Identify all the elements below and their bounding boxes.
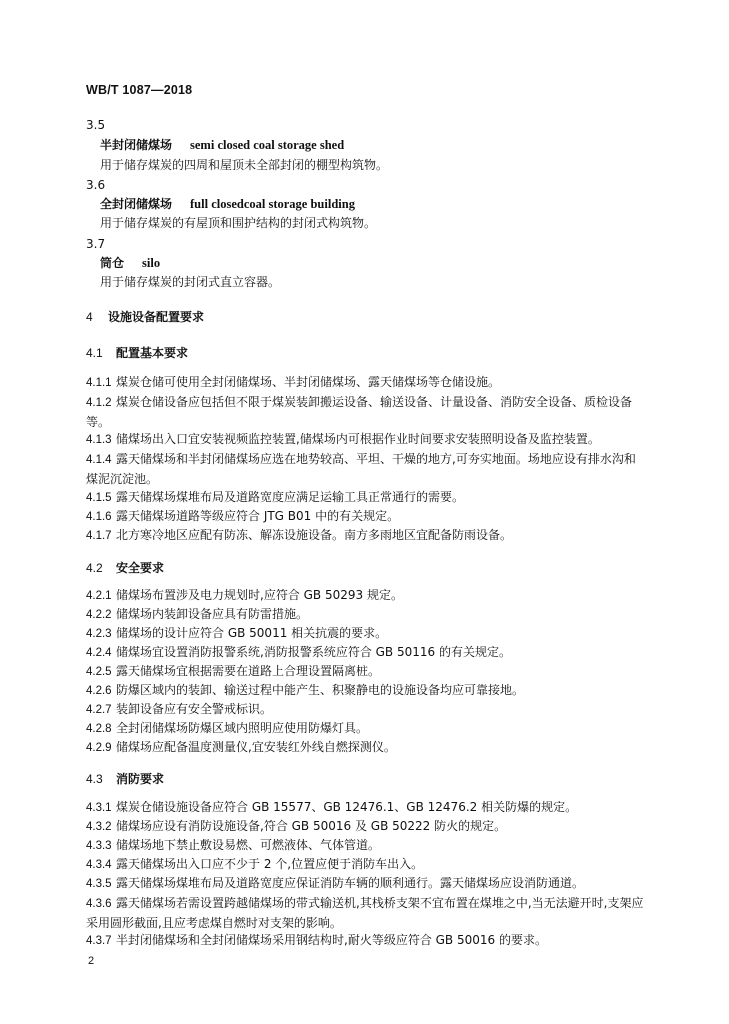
clause-number: 4.2.7	[86, 704, 112, 716]
section-title: 配置基本要求	[116, 346, 189, 360]
clause-number: 4.2.8	[86, 723, 112, 735]
section-heading	[86, 345, 188, 361]
section-title: 安全要求	[116, 561, 165, 575]
term-title	[100, 255, 160, 271]
clause-text: 露天储煤场出入口应不少于 2 个,位置应便于消防车出入。	[116, 857, 424, 871]
clause-text: 露天储煤场煤堆布局及道路宽度应保证消防车辆的顺利通行。露天储煤场应设消防通道。	[116, 876, 585, 890]
term-definition: 用于储存煤炭的封闭式直立容器。	[100, 275, 281, 289]
clause-number: 4.2.6	[86, 685, 112, 697]
term-definition: 用于储存煤炭的有屋顶和围护结构的封闭式构筑物。	[100, 216, 377, 230]
clause	[86, 625, 646, 642]
term-definition: 用于储存煤炭的四周和屋顶未全部封闭的棚型构筑物。	[100, 158, 389, 172]
clause	[86, 932, 646, 949]
clause-number: 4.3.1	[86, 802, 112, 814]
clause-number: 4.2.2	[86, 609, 112, 621]
term-chinese: 半封闭储煤场	[100, 138, 173, 152]
clause	[86, 875, 646, 892]
page-number: 2	[88, 955, 95, 967]
chapter-title: 设施设备配置要求	[108, 310, 205, 324]
clause	[86, 799, 646, 816]
clause-text: 露天储煤场若需设置跨越储煤场的带式输送机,其栈桥支架不宜布置在煤堆之中,当无法避开时,支架应采用圆形截面,且应考虑煤自燃时对支架的影响。	[86, 896, 644, 930]
clause	[86, 837, 646, 854]
clause-text: 装卸设备应有安全警戒标识。	[116, 702, 273, 716]
clause-text: 储煤场宜设置消防报警系统,消防报警系统应符合 GB 50116 的有关规定。	[116, 645, 511, 659]
clause-number: 4.2.5	[86, 666, 112, 678]
clause-text: 煤炭仓储设备应包括但不限于煤炭装卸搬运设备、输送设备、计量设备、消防安全设备、质检设备等。	[86, 395, 633, 429]
section-number: 4.2	[86, 561, 103, 575]
clause-text: 煤炭仓储可使用全封闭储煤场、半封闭储煤场、露天储煤场等仓储设施。	[116, 375, 501, 389]
clause-text: 露天储煤场和半封闭储煤场应选在地势较高、平坦、干燥的地方,可夯实地面。场地应设有排水沟和煤泥沉淀池。	[86, 452, 636, 486]
clause	[86, 431, 646, 448]
clause-number: 4.3.4	[86, 859, 112, 871]
clause-text: 储煤场布置涉及电力规划时,应符合 GB 50293 规定。	[116, 588, 403, 602]
clause	[86, 856, 646, 873]
clause-number: 4.1.6	[86, 511, 112, 523]
clause-text: 露天储煤场道路等级应符合 JTG B01 中的有关规定。	[116, 509, 400, 523]
clause	[86, 508, 646, 525]
clause-text: 储煤场出入口宜安装视频监控装置,储煤场内可根据作业时间要求安装照明设备及监控装置。	[116, 432, 600, 446]
section-heading	[86, 560, 164, 576]
clause	[86, 606, 646, 623]
term-english: silo	[142, 256, 161, 270]
term-english: semi closed coal storage shed	[190, 138, 345, 152]
clause-number: 4.2.9	[86, 742, 112, 754]
clause	[86, 587, 646, 604]
section-number: 4.3	[86, 772, 103, 786]
clause	[86, 393, 646, 432]
clause-text: 北方寒冷地区应配有防冻、解冻设施设备。南方多雨地区宜配备防雨设备。	[116, 528, 513, 542]
clause-text: 防爆区域内的装卸、输送过程中能产生、积聚静电的设施设备均应可靠接地。	[116, 683, 525, 697]
term-number: 3.6	[86, 178, 106, 192]
clause	[86, 527, 646, 544]
term-english: full closedcoal storage building	[190, 197, 355, 211]
clause	[86, 450, 646, 489]
section-heading	[86, 771, 164, 787]
clause	[86, 644, 646, 661]
term-chinese: 筒仓	[100, 256, 125, 270]
clause	[86, 818, 646, 835]
clause-text: 储煤场内装卸设备应具有防雷措施。	[116, 607, 309, 621]
clause-text: 半封闭储煤场和全封闭储煤场采用钢结构时,耐火等级应符合 GB 50016 的要求。	[116, 933, 547, 947]
clause-text: 露天储煤场煤堆布局及道路宽度应满足运输工具正常通行的需要。	[116, 490, 465, 504]
clause-text: 全封闭储煤场防爆区域内照明应使用防爆灯具。	[116, 721, 369, 735]
clause-number: 4.3.7	[86, 935, 112, 947]
clause	[86, 720, 646, 737]
chapter-heading	[86, 309, 204, 325]
clause-number: 4.2.1	[86, 590, 112, 602]
clause-text: 储煤场的设计应符合 GB 50011 相关抗震的要求。	[116, 626, 388, 640]
clause-number: 4.2.4	[86, 647, 112, 659]
clause-text: 露天储煤场宜根据需要在道路上合理设置隔离桩。	[116, 664, 381, 678]
clause-text: 储煤场应配备温度测量仪,宜安装红外线自燃探测仪。	[116, 740, 396, 754]
section-number: 4.1	[86, 346, 103, 360]
clause-number: 4.2.3	[86, 628, 112, 640]
clause	[86, 374, 646, 391]
clause	[86, 682, 646, 699]
clause-text: 储煤场应设有消防设施设备,符合 GB 50016 及 GB 50222 防火的规定。	[116, 819, 507, 833]
clause-number: 4.1.5	[86, 492, 112, 504]
term-number: 3.7	[86, 237, 106, 251]
chapter-number: 4	[86, 310, 93, 324]
term-title	[100, 137, 344, 153]
clause	[86, 894, 646, 933]
clause-number: 4.3.2	[86, 821, 112, 833]
clause-number: 4.1.7	[86, 530, 112, 542]
clause	[86, 489, 646, 506]
clause-number: 4.1.2	[86, 397, 112, 409]
clause	[86, 701, 646, 718]
clause-text: 储煤场地下禁止敷设易燃、可燃液体、气体管道。	[116, 838, 381, 852]
clause-number: 4.1.4	[86, 454, 112, 466]
clause	[86, 739, 646, 756]
clause-number: 4.3.6	[86, 898, 112, 910]
term-chinese: 全封闭储煤场	[100, 197, 173, 211]
standard-number-header: WB/T 1087—2018	[86, 83, 193, 97]
term-number: 3.5	[86, 118, 106, 132]
clause-number: 4.3.5	[86, 878, 112, 890]
clause	[86, 663, 646, 680]
clause-text: 煤炭仓储设施设备应符合 GB 15577、GB 12476.1、GB 12476.2 相关防爆的规定。	[116, 800, 578, 814]
term-title	[100, 196, 355, 212]
clause-number: 4.3.3	[86, 840, 112, 852]
section-title: 消防要求	[116, 772, 165, 786]
clause-number: 4.1.1	[86, 377, 112, 389]
clause-number: 4.1.3	[86, 434, 112, 446]
